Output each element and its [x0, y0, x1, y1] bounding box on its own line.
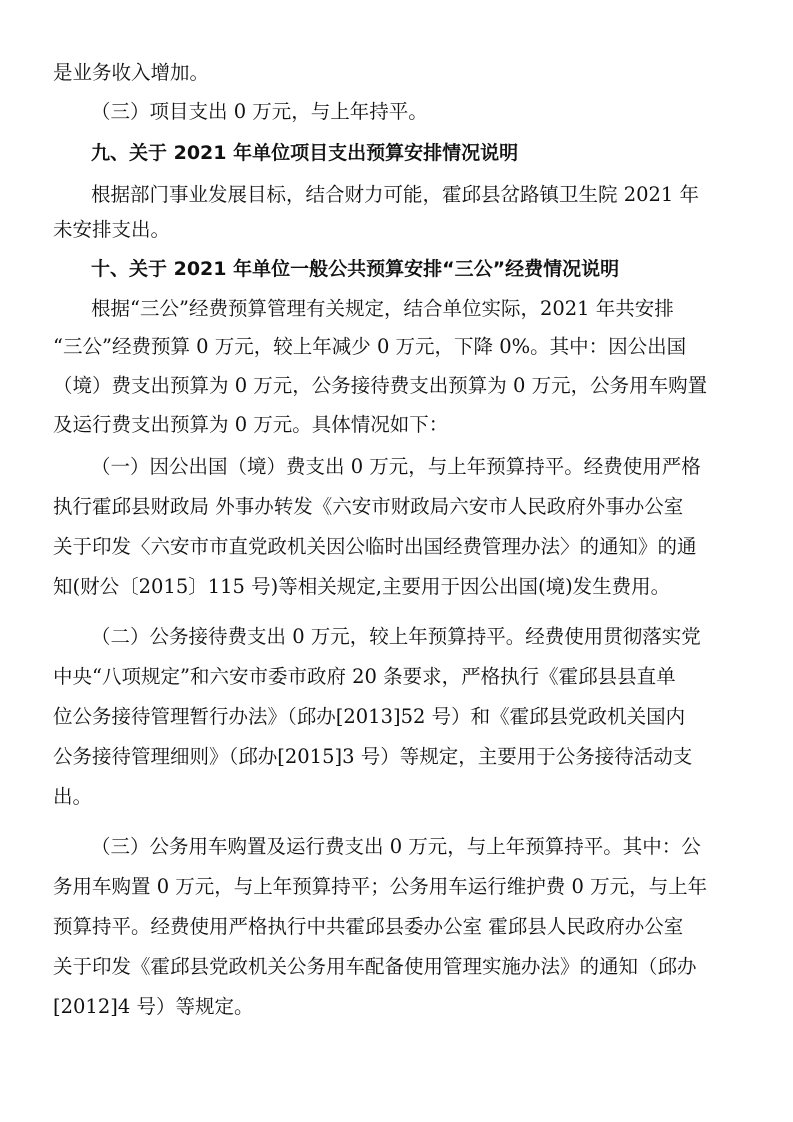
- text-line: （三）公务用车购置及运行费支出 0 万元，与上年预算持平。其中：公: [91, 835, 701, 858]
- text-line: （二）公务接待费支出 0 万元，较上年预算持平。经费使用贯彻落实党: [91, 625, 701, 648]
- text-line: 未安排支出。: [53, 218, 171, 241]
- text-line: “三公”经费预算 0 万元，较上年减少 0 万元，下降 0%。其中：因公出国: [53, 335, 687, 358]
- text-line: （三）项目支出 0 万元，与上年持平。: [91, 100, 428, 123]
- text-line: 预算持平。经费使用严格执行中共霍邱县委办公室 霍邱县人民政府办公室: [53, 915, 684, 938]
- text-line: 出。: [53, 785, 93, 808]
- text-line: 根据“三公”经费预算管理有关规定，结合单位实际，2021 年共安排: [91, 297, 674, 320]
- text-line: 执行霍邱县财政局 外事办转发《六安市财政局六安市人民政府外事办公室: [53, 495, 684, 518]
- text-line: 是业务收入增加。: [53, 61, 210, 84]
- text-line: 务用车购置 0 万元，与上年预算持平；公务用车运行维护费 0 万元，与上年: [53, 875, 708, 898]
- section-heading-10: 十、关于 2021 年单位一般公共预算安排“三公”经费情况说明: [91, 258, 620, 280]
- text-line: （一）因公出国（境）费支出 0 万元，与上年预算持平。经费使用严格: [91, 455, 701, 478]
- section-heading-9: 九、关于 2021 年单位项目支出预算安排情况说明: [91, 142, 519, 164]
- text-line: 根据部门事业发展目标，结合财力可能，霍邱县岔路镇卫生院 2021 年: [91, 183, 700, 206]
- text-line: [2012]4 号）等规定。: [53, 995, 254, 1018]
- text-line: 关于印发〈六安市市直党政机关因公临时出国经费管理办法〉的通知》的通: [53, 535, 697, 558]
- text-line: （境）费支出预算为 0 万元，公务接待费支出预算为 0 万元，公务用车购置: [53, 374, 708, 397]
- text-line: 及运行费支出预算为 0 万元。具体情况如下：: [53, 413, 449, 436]
- text-line: 关于印发《霍邱县党政机关公务用车配备使用管理实施办法》的通知（邱办: [53, 955, 697, 978]
- text-line: 公务接待管理细则》（邱办[2015]3 号）等规定，主要用于公务接待活动支: [53, 745, 693, 768]
- text-line: 知(财公〔2015〕115 号)等相关规定,主要用于因公出国(境)发生费用。: [53, 575, 671, 598]
- text-line: 位公务接待管理暂行办法》（邱办[2013]52 号）和《霍邱县党政机关国内: [53, 705, 686, 728]
- text-line: 中央“八项规定”和六安市委市政府 20 条要求，严格执行《霍邱县县直单: [53, 665, 676, 688]
